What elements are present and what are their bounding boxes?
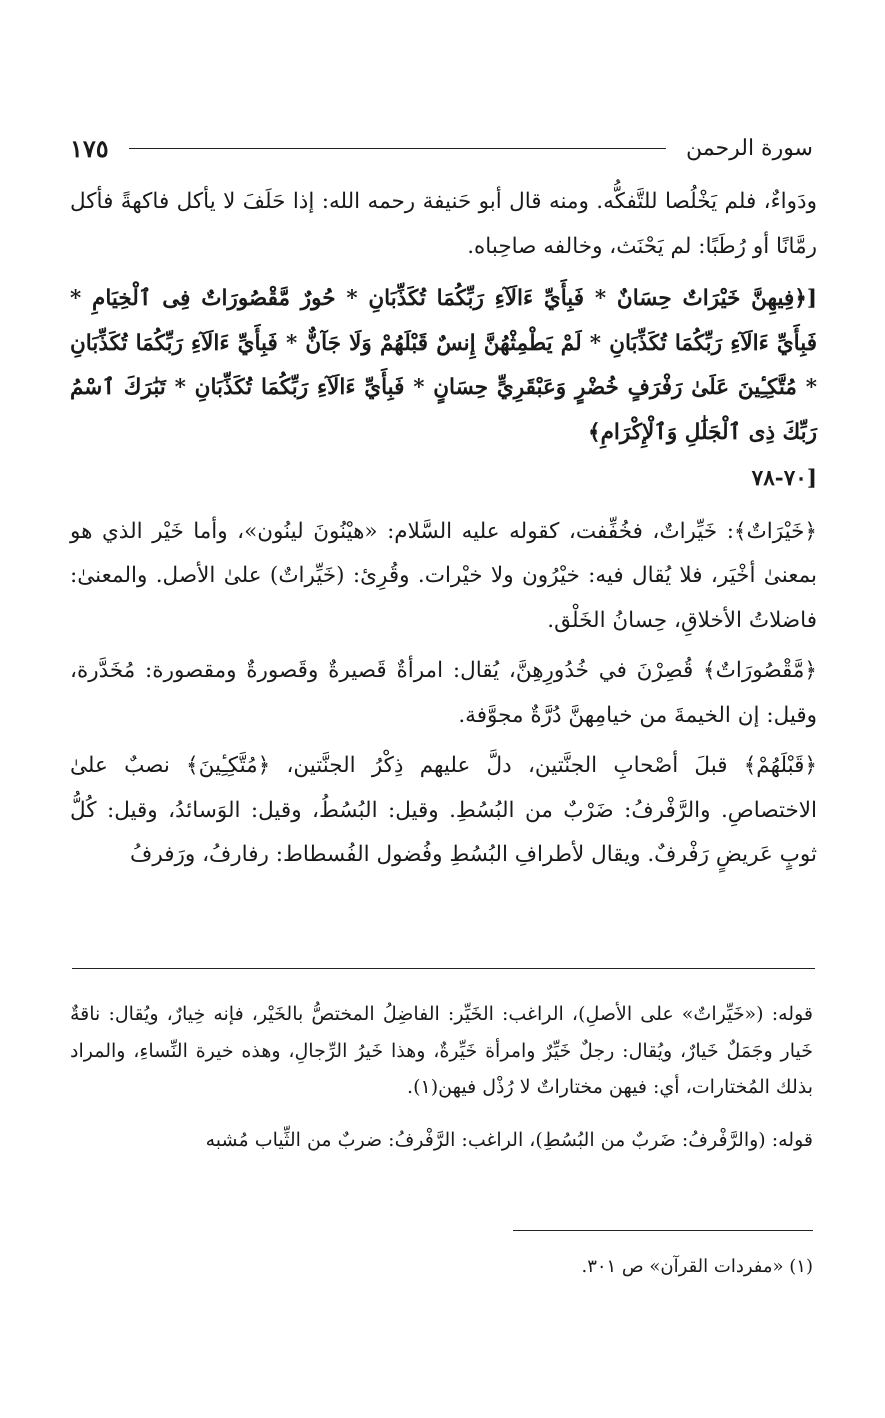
paragraph-maqsurat: ﴿مَّقْصُورَاتٌ﴾ قُصِرْنَ في خُدُورِهِنَّ، يُقال: امرأةٌ قَصيرةٌ وقَصورةٌ ومقصورة: مُخَدَّرة، وقيل: إن الخيمةَ من خيامِهنَّ دُرَّةٌ مجوَّفة. <box>70 658 817 728</box>
main-text <box>70 180 817 884</box>
footnote: (١) «مفردات القرآن» ص ٣٠١. <box>581 1256 813 1277</box>
chapter-title: سورة الرحمن <box>686 135 813 161</box>
running-header <box>70 128 813 168</box>
commentary-notes <box>70 996 813 1174</box>
paragraph-qablahum: ﴿قَبْلَهُمْ﴾ قبلَ أصْحابِ الجنَّتين، دلَّ عليهم ذِكْرُ الجنَّتين، ﴿مُتَّكِـِٔينَ﴾ نصبٌ علىٰ الاختصاصِ. والرَّفْرفُ: ضَرْبٌ من البُسُطِ. وقيل: البُسُطُ، وقيل: الوَسائدُ، وقيل: كُلُّ ثوبٍ عَريضٍ رَفْرفٌ. ويقال لأطرافِ البُسُطِ وفُضول الفُسطاط: رفارفُ، ورَفرفُ <box>70 753 817 867</box>
verses-text: [﴿فِيهِنَّ خَيْرَاتٌ حِسَانٌ * فَبِأَيِّ ءَالَآءِ رَبِّكُمَا تُكَذِّبَانِ * حُورٌ مَّقْصُورَاتٌ فِى ٱلْخِيَامِ * فَبِأَيِّ ءَالَآءِ رَبِّكُمَا تُكَذِّبَانِ * لَمْ يَطْمِثْهُنَّ إِنسٌ قَبْلَهُمْ وَلَا جَآنٌّ * فَبِأَيِّ ءَالَآءِ رَبِّكُمَا تُكَذِّبَانِ * مُتَّكِـِٔينَ عَلَىٰ رَفْرَفٍ خُضْرٍ وَعَبْقَرِيٍّ حِسَانٍ * فَبِأَيِّ ءَالَآءِ رَبِّكُمَا تُكَذِّبَانِ * تَبَٰرَكَ ٱسْمُ رَبِّكَ ذِى ٱلْجَلَٰلِ وَٱلْإِكْرَامِ﴾ <box>70 286 817 445</box>
paragraph-intro: ودَواءٌ، فلم يَخْلُصا للتَّفكُّه. ومنه قال أبو حَنيفة رحمه الله: إذا حَلَفَ لا يأكل فاكهةً فأكل رمَّانًا أو رُطَبًا: لم يَحْنَث، وخالفه صاحِباه. <box>70 189 817 259</box>
paragraph-khayrat: ﴿خَيْرَاتٌ﴾: خَيِّراتٌ، فخُفِّفت، كقوله عليه السَّلام: «هيْنُونَ لينُون»، وأما خَيْر الذي هو بمعنىٰ أخْيَر، فلا يُقال فيه: خيْرُون ولا خيْرات. وقُرِئ: (خَيِّراتٌ) علىٰ الأصل. والمعنىٰ: فاضلاتُ الأخلاقِ، حِسانُ الخَلْق. <box>70 518 817 633</box>
note-rafraf: قوله: (والرَّفْرفُ: ضَربٌ من البُسُطِ)، الراغب: الرَّفْرفُ: ضربٌ من الثِّياب مُشبه <box>205 1128 813 1151</box>
verse-reference: [٧٠-٧٨ <box>751 466 817 491</box>
section-divider <box>72 968 815 969</box>
quran-verses <box>70 277 817 502</box>
header-rule <box>129 148 666 149</box>
page-number: ١٧٥ <box>70 133 109 163</box>
note-khayrat: قوله: («خَيِّراتٌ» على الأصلِ)، الراغب: الخَيِّر: الفاضِلُ المختصُّ بالخَيْر، فإنه خِيارٌ، ويُقال: ناقةٌ خَيار وجَمَلٌ خَيارٌ، ويُقال: رجلٌ خَيِّرٌ وامرأة خَيِّرةٌ، وهذا خَيرُ الرِّجالِ، وهذه خيرة النِّساءِ، والمراد بذلك المُختارات، أي: فيهن مختاراتٌ لا رُذْل فيهن(١). <box>70 1003 813 1098</box>
footnote-rule <box>513 1230 813 1231</box>
